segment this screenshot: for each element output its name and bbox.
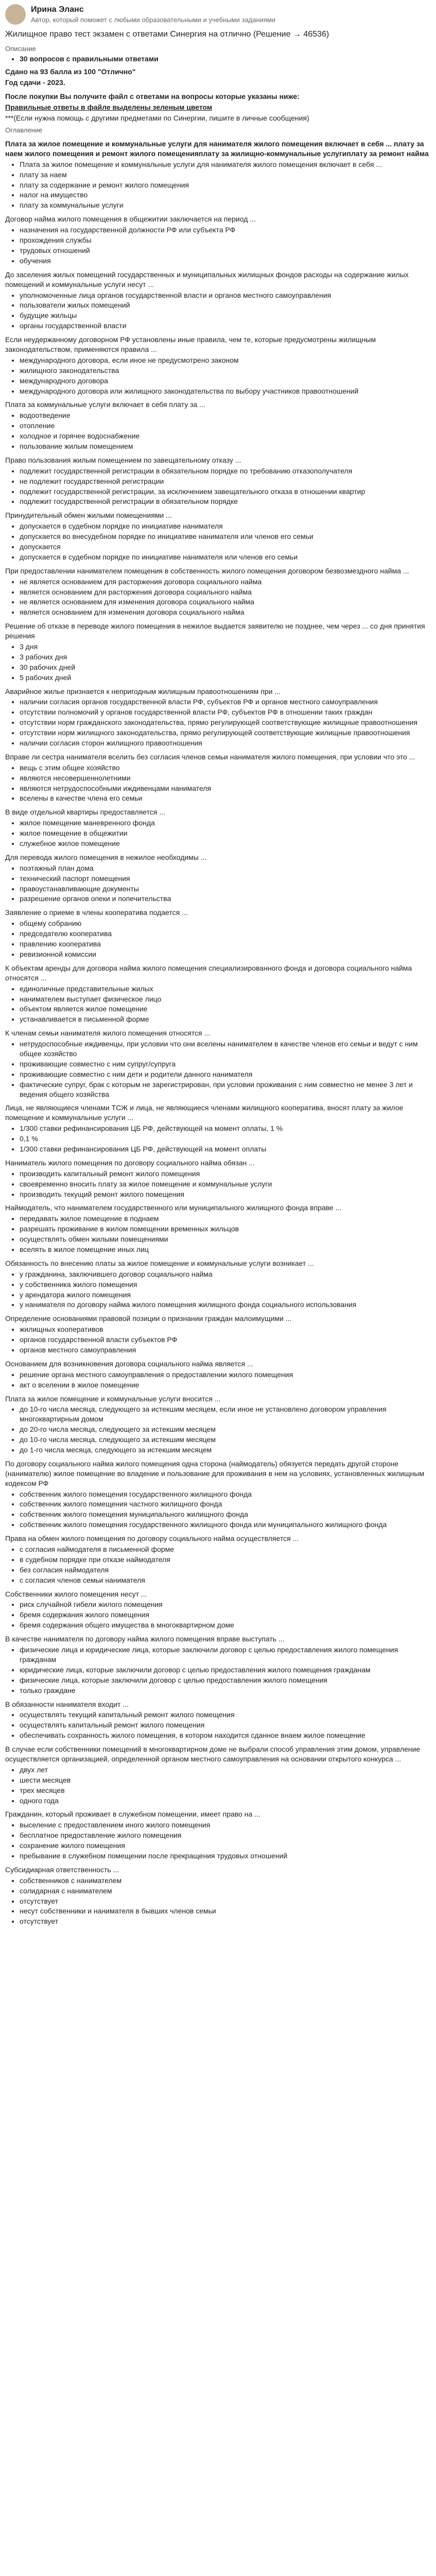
answer-option: • 0,1 % [20, 1134, 431, 1144]
answer-option: • собственник жилого помещения частного жилищного фонда [20, 1499, 431, 1509]
answer-option: • правоустанавливающие документы [20, 884, 431, 894]
answer-option: • подлежит государственной регистрации в обязательном порядке по требованию отказополучателя [20, 466, 431, 476]
answer-option: • подлежит государственной регистрации, за исключением завещательного отказа в отношении квартир [20, 487, 431, 497]
meta-score: Сдано на 93 балла из 100 "Отлично" [5, 67, 136, 76]
answer-option: • трех месяцев [20, 1786, 431, 1795]
answer-option: • органы государственной власти [20, 321, 431, 331]
answer-option: • только граждане [20, 1686, 431, 1696]
question-text: Субсидиарная ответственность ... [5, 1865, 119, 1874]
answer-option: • жилое помещение маневренного фонда [20, 818, 431, 828]
answer-option: • отопление [20, 421, 431, 431]
answer-option: • обеспечивать сохранность жилого помещения, в котором находится сданное внаем жилое помещение [20, 1731, 431, 1740]
answer-option: • будущие жильцы [20, 311, 431, 320]
author-name[interactable]: Ирина Эланс [31, 5, 84, 14]
question-text: Для перевода жилого помещения в нежилое необходимы ... [5, 853, 207, 861]
answer-option: • шести месяцев [20, 1775, 431, 1785]
answer-option: • допускается во внесудебном порядке по инициативе нанимателя или членов его семьи [20, 532, 431, 541]
answer-list [5, 1710, 431, 1740]
answer-option: • прохождения службы [20, 235, 431, 245]
info-note: ***(Если нужна помощь с другими предметами по Синергии, пишите в личные сообщения) [5, 113, 309, 122]
answer-option: • нанимателем выступает физическое лицо [20, 994, 431, 1004]
answer-option: • отсутствует [20, 1896, 431, 1906]
question-text: Право пользования жилым помещением по завещательному отказу ... [5, 455, 241, 464]
meta-year: Год сдачи - 2023. [5, 78, 65, 87]
question-text: Наймодатель, что нанимателем государственного или муниципального жилищного фонда вправе ... [5, 1204, 342, 1212]
answer-option: • 3 дня [20, 642, 431, 652]
question-text: Решение об отказе в переводе жилого помещения в нежилое выдается заявителю не позднее, чем через ... со дня принятия решения [5, 622, 425, 640]
question-text: В качестве нанимателя по договору найма жилого помещения вправе выступать ... [5, 1635, 285, 1643]
answer-option: • плату за коммунальные услуги [20, 200, 431, 210]
answer-list [5, 919, 431, 959]
answer-option: • двух лет [20, 1765, 431, 1775]
answer-list [5, 863, 431, 904]
answer-option: • Плата за жилое помещение и коммунальные услуги для нанимателя жилого помещения включает в себя ... [20, 160, 431, 170]
question-text: Принудительный обмен жилыми помещениями ... [5, 511, 172, 520]
answer-option: • являются нетрудоспособными иждивенцами нанимателя [20, 784, 431, 793]
answer-option: • пользование жилым помещением [20, 442, 431, 451]
question-text: К объектам аренды для договора найма жилого помещения специализированного фонда и договора социального найма относятся ... [5, 963, 412, 982]
answer-option: • с согласия наймодателя в письменной форме [20, 1545, 431, 1554]
answer-option: • с согласия членов семьи нанимателя [20, 1575, 431, 1585]
highlight-note: Правильные ответы в файле выделены зеленым цветом [5, 103, 213, 111]
answer-option: • плату за наем [20, 170, 431, 180]
answer-list [5, 160, 431, 210]
answer-option: • общему собранию [20, 919, 431, 928]
answer-option: • отсутствии норм гражданского законодательства, прямо регулирующей соответствующие жилищные правоотношения [20, 718, 431, 727]
question-text: Основанием для возникновения договора социального найма является ... [5, 1359, 253, 1368]
avatar [5, 4, 26, 25]
answer-list [5, 521, 431, 562]
answer-list [5, 411, 431, 451]
answer-option: • проживающие совместно с ним дети и родители данного нанимателя [20, 1070, 431, 1079]
answer-option: • собственник жилого помещения государственного жилищного фонда или муниципального жилищного фонда [20, 1520, 431, 1530]
question-text: Собственники жилого помещения несут ... [5, 1589, 147, 1598]
question-text: Заявление о приеме в члены кооператива подается ... [5, 908, 188, 917]
answer-option: • проживающие совместно с ним супруг/супруга [20, 1059, 431, 1069]
answer-option: • международного договора, если иное не предусмотрено законом [20, 355, 431, 365]
answer-option: • 3 рабочих дня [20, 652, 431, 662]
answer-option: • объектом является жилое помещение [20, 1004, 431, 1014]
answer-option: • юридические лица, которые заключили договор с целью предоставления жилого помещения гражданам [20, 1665, 431, 1675]
answer-option: • осуществлять капитальный ремонт жилого помещения [20, 1720, 431, 1730]
answer-option: • производить капитальный ремонт жилого помещения [20, 1169, 431, 1179]
answer-option: • до 10-го числа месяца, следующего за истекшим месяцем, если иное не установлено договором управления многоквартирным домом [20, 1404, 431, 1424]
answer-list [5, 1600, 431, 1630]
answer-option: • отсутствии норм жилищного законодательства, прямо регулирующей соответствующие жилищные правоотношения [20, 728, 431, 738]
contents-label: Оглавление [5, 126, 43, 134]
answer-option: • наличии согласия сторон жилищного правоотношения [20, 738, 431, 748]
question-text: Плата за жилое помещение и коммунальные услуги для нанимателя жилого помещения включает в себя ... плату за наем жилого помещения и ремонт жилого помещенияплату за жилищно-коммунальные услугиплату за ремонт найма [5, 140, 429, 158]
answer-list [5, 1876, 431, 1926]
question-text: Обязанность по внесению платы за жилое помещение и коммунальные услуги возникает ... [5, 1259, 314, 1267]
question-text: Если неудержанному договорном РФ установлены иные правила, чем те, которые предусмотрены жилищным законодательством, применяются правила ... [5, 335, 376, 353]
answer-option: • пребывание в служебном помещении после прекращения трудовых отношений [20, 1851, 431, 1861]
answer-option: • 5 рабочих дней [20, 673, 431, 683]
answer-option: • передавать жилое помещение в поднаем [20, 1214, 431, 1224]
answer-option: • до 10-го числа месяца, следующего за истекшим месяцем [20, 1435, 431, 1445]
answer-option: • у арендатора жилого помещения [20, 1290, 431, 1300]
answer-option: • одного года [20, 1796, 431, 1806]
question-text: Определение основаниями правовой позиции о признании граждан малоимущими ... [5, 1314, 292, 1323]
answer-option: • ревизионной комиссии [20, 950, 431, 959]
questions-list [5, 139, 431, 1926]
answer-option: • плату за содержание и ремонт жилого помещения [20, 180, 431, 190]
answer-option: • акт о вселении в жилое помещение [20, 1380, 431, 1390]
answer-option: • собственник жилого помещения государственного жилищного фонда [20, 1489, 431, 1499]
answer-option: • налог на имущество [20, 190, 431, 200]
answer-option: • устанавливается в письменной форме [20, 1014, 431, 1024]
page-title: Жилищное право тест экзамен с ответами Синергия на отлично (Решение → 46536) [5, 30, 329, 39]
answer-option: • 1/300 ставки рефинансирования ЦБ РФ, действующей на момент оплаты, 1 % [20, 1124, 431, 1133]
answer-option: • производить текущий ремонт жилого помещения [20, 1190, 431, 1199]
answer-list [5, 763, 431, 804]
question-text: По договору социального найма жилого помещения одна сторона (наймодатель) обязуется передать другой стороне (нанимателю) жилое помещение во владение и пользование для проживания в нем на условиях, установленных жилищным кодексом РФ [5, 1459, 424, 1487]
answer-option: • собственников с нанимателем [20, 1876, 431, 1886]
answer-option: • разрешать проживание в жилом помещении временных жильцов [20, 1224, 431, 1234]
answer-option: • у собственника жилого помещения [20, 1280, 431, 1290]
question-text: В обязанности нанимателя входит ... [5, 1700, 129, 1708]
description-label: Описание [5, 44, 36, 53]
answer-option: • подлежит государственной регистрации в обязательном порядке [20, 497, 431, 506]
answer-option: • органов местного самоуправления [20, 1345, 431, 1355]
answer-list [5, 1039, 431, 1099]
answer-option: • международного договора или жилищного законодательства по выбору участников правоотношений [20, 386, 431, 396]
answer-option: • уполномоченные лица органов государственной власти и органов местного самоуправления [20, 291, 431, 300]
answer-option: • допускается [20, 542, 431, 552]
answer-option: • нетрудоспособные иждивенцы, при условии что они вселены нанимателем в качестве членов его семьи и ведут с ним общее хозяйство [20, 1039, 431, 1059]
answer-option: • до 1-го числа месяца, следующего за истекшим месяцем [20, 1445, 431, 1455]
answer-list [5, 818, 431, 849]
question-text: Плата за жилое помещение и коммунальные услуги вносится ... [5, 1394, 221, 1403]
answer-list [5, 1325, 431, 1355]
answer-option: • жилое помещение в общежитии [20, 828, 431, 838]
answer-option: • отсутствует [20, 1917, 431, 1926]
answer-option: • наличии согласия органов государственной власти РФ, субъектов РФ и органов местного самоуправления [20, 697, 431, 707]
question-text: При предоставлении нанимателем помещения в собственность жилого помещения договором безвозмездного найма ... [5, 566, 409, 575]
answer-option: • допускается в судебном порядке по инициативе нанимателя [20, 521, 431, 531]
answer-list [5, 697, 431, 748]
answer-list [5, 1545, 431, 1585]
answer-list [5, 1820, 431, 1861]
question-text: В виде отдельной квартиры предоставляется ... [5, 808, 166, 817]
author-description: Автор, который поможет с любыми образовательными и учебными заданиями [31, 15, 276, 24]
answer-option: • у гражданина, заключившего договор социального найма [20, 1269, 431, 1279]
answer-list [5, 1404, 431, 1454]
question-text: Вправе ли сестра нанимателя вселить без согласия членов семьи нанимателя жилого помещения, при условии что это ... [5, 752, 415, 761]
answer-list [5, 225, 431, 266]
question-text: В случае если собственники помещений в многоквартирном доме не выбрали способ управления этим домом, управление осуществляется организацией, определенной органом местного самоуправления на основании открытого конкурса ... [5, 1745, 421, 1763]
question-text: Лица, не являющиеся членами ТСЖ и лица, не являющиеся членами жилищного кооператива, вносят плату за жилое помещение и коммунальные услуги ... [5, 1104, 404, 1122]
answer-list [5, 466, 431, 507]
answer-list [5, 1765, 431, 1806]
answer-option: • в судебном порядке при отказе наймодателя [20, 1555, 431, 1565]
answer-option: • допускается в судебном порядке по инициативе нанимателя или членов его семьи [20, 552, 431, 562]
question-text: Гражданин, который проживает в служебном помещении, имеет право на ... [5, 1810, 260, 1819]
answer-option: • жилищных кооперативов [20, 1325, 431, 1334]
answer-option: • несут собственники и нанимателя в бывших членов семьи [20, 1906, 431, 1916]
answer-option: • бремя содержания жилого помещения [20, 1610, 431, 1620]
answer-option: • не подлежит государственной регистрации [20, 477, 431, 486]
answer-list [5, 355, 431, 396]
question-text: Аварийное жилье признается к непригодным жилищным правоотношениям при ... [5, 687, 281, 696]
answer-option: • водоотведение [20, 411, 431, 420]
answer-option: • единоличные представительные жилых [20, 984, 431, 994]
answer-option: • риск случайной гибели жилого помещения [20, 1600, 431, 1609]
answer-option: • сохранение жилого помещения [20, 1841, 431, 1851]
answer-option: • осуществлять текущий капитальный ремонт жилого помещения [20, 1710, 431, 1720]
answer-option: • без согласия наймодателя [20, 1565, 431, 1575]
answer-option: • не является основанием для изменения договора социального найма [20, 597, 431, 607]
answer-option: • являются несовершеннолетними [20, 773, 431, 783]
answer-option: • 30 рабочих дней [20, 663, 431, 672]
answer-list [5, 1124, 431, 1154]
answer-option: • фактические супруг, брак с которым не зарегистрирован, при условии проживания с ним совместно не менее 3 лет и ведения общего хозяйства [20, 1080, 431, 1099]
answer-option: • выселение с предоставлением иного жилого помещения [20, 1820, 431, 1830]
answer-list [5, 1489, 431, 1530]
answer-option: • у нанимателя по договору найма жилого помещения жилищного фонда социального использования [20, 1300, 431, 1310]
question-text: К членам семьи нанимателя жилого помещения относятся ... [5, 1029, 211, 1038]
answer-list [5, 1645, 431, 1695]
summary-list [5, 54, 431, 64]
answer-list [5, 1269, 431, 1310]
answer-option: • физические лица и юридические лица, которые заключили договор с целью предоставления жилого помещения гражданам [20, 1645, 431, 1665]
answer-option: • физические лица, которые заключили договор с целью предоставления жилого помещения [20, 1675, 431, 1685]
answer-option: • своевременно вносить плату за жилое помещение и коммунальные услуги [20, 1179, 431, 1189]
answer-option: • председателю кооператива [20, 929, 431, 939]
answer-option: • решение органа местного самоуправления о предоставлении жилого помещения [20, 1370, 431, 1380]
answer-option: • до 20-го числа месяца, следующего за истекшим месяцем [20, 1425, 431, 1434]
answer-option: • технический паспорт помещения [20, 874, 431, 884]
answer-option: • холодное и горячее водоснабжение [20, 431, 431, 441]
answer-list [5, 642, 431, 683]
answer-list [5, 291, 431, 331]
answer-option: • является основанием для изменения договора социального найма [20, 607, 431, 617]
author-block [5, 4, 431, 25]
question-text: Права на обмен жилого помещения по договору социального найма осуществляется ... [5, 1534, 299, 1543]
answer-option: • вселять в жилое помещение иных лиц [20, 1245, 431, 1255]
answer-list [5, 984, 431, 1025]
answer-option: • является основанием для расторжения договора социального найма [20, 587, 431, 597]
answer-option: • вселены в качестве члена его семьи [20, 793, 431, 803]
answer-option: • собственник жилого помещения муниципального жилищного фонда [20, 1510, 431, 1519]
question-text: Наниматель жилого помещения по договору социального найма обязан ... [5, 1158, 255, 1167]
answer-list [5, 1214, 431, 1255]
answer-option: • осуществлять обмен жилыми помещениями [20, 1234, 431, 1244]
answer-option: • назначения на государственной должности РФ или субъекта РФ [20, 225, 431, 235]
answer-option: • пользователи жилых помещений [20, 300, 431, 310]
answer-option: • служебное жилое помещение [20, 839, 431, 849]
answer-option: • не является основанием для расторжения договора социального найма [20, 577, 431, 587]
answer-option: • жилищного законодательства [20, 366, 431, 376]
answer-option: • бремя содержания общего имущества в многоквартирном доме [20, 1620, 431, 1630]
question-text: Договор найма жилого помещения в общежитии заключается на период ... [5, 215, 256, 224]
answer-option: • поэтажный план дома [20, 863, 431, 873]
answer-option: • солидарная с нанимателем [20, 1886, 431, 1896]
answer-option: • обучения [20, 256, 431, 266]
answer-option: • вещь с этим общее хозяйство [20, 763, 431, 773]
answer-list [5, 577, 431, 618]
answer-option: • органов государственной власти субъектов РФ [20, 1335, 431, 1345]
answer-option: • разрешение органов опеки и попечительства [20, 894, 431, 904]
answer-option: • бесплатное предоставление жилого помещения [20, 1831, 431, 1840]
summary-item: • 30 вопросов с правильными ответами [20, 54, 431, 64]
question-text: До заселения жилых помещений государственных и муниципальных жилищных фондов расходы на содержание жилых помещений и коммунальные услуги несут ... [5, 270, 409, 289]
answer-list [5, 1370, 431, 1390]
answer-option: • международного договора [20, 376, 431, 386]
answer-option: • правлению кооператива [20, 939, 431, 949]
question-text: Плата за коммунальные услуги включает в себя плату за ... [5, 400, 205, 409]
answer-list [5, 1169, 431, 1199]
intro-text: После покупки Вы получите файл с ответами на вопросы которые указаны ниже: [5, 92, 300, 100]
answer-option: • отсутствии полномочий у органов государственной власти РФ, субъектов РФ в отношении таких граждан [20, 707, 431, 717]
answer-option: • 1/300 ставки рефинансирования ЦБ РФ, действующей на момент оплаты [20, 1144, 431, 1154]
answer-option: • трудовых отношений [20, 246, 431, 256]
